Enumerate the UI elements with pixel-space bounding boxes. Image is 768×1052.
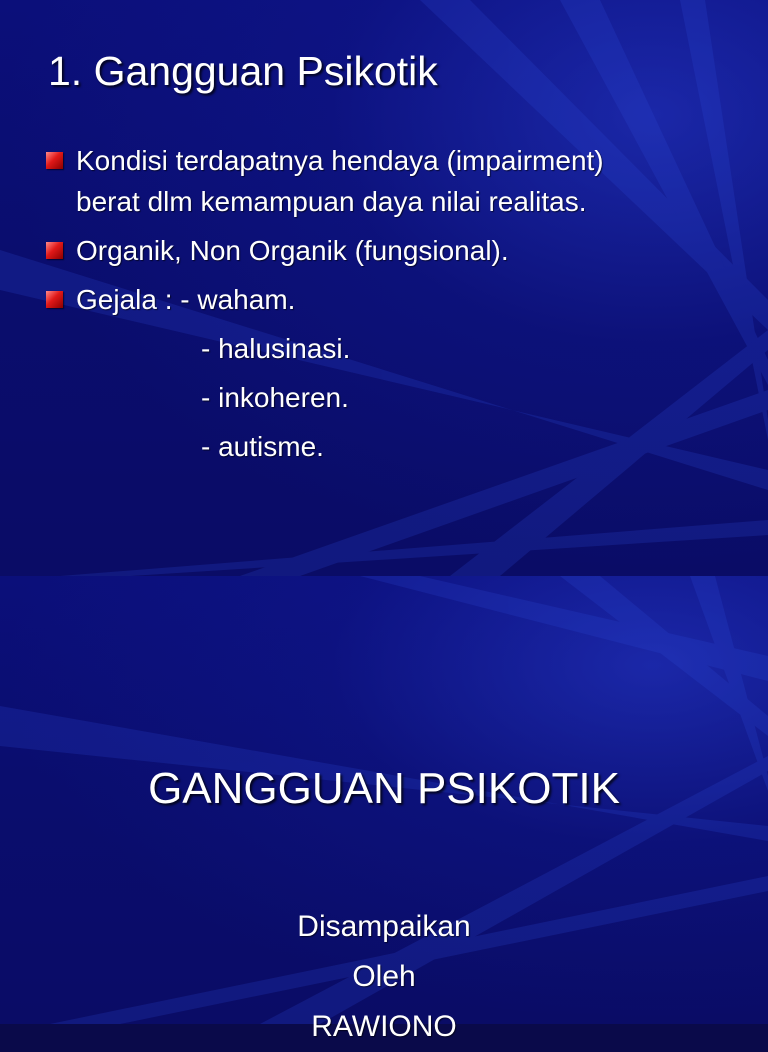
bullet-square-icon xyxy=(46,152,63,169)
bullet-text: Gejala : - waham. xyxy=(76,284,296,315)
symptom-item: - autisme. xyxy=(201,431,324,462)
bullet-item xyxy=(46,230,746,271)
subtitle-line: Disampaikan xyxy=(297,910,471,943)
symptom-item: - inkoheren. xyxy=(201,382,349,413)
bullet-text: Kondisi terdapatnya hendaya (impairment) xyxy=(76,145,604,176)
slide-2 xyxy=(0,576,768,1043)
bullet-text: berat dlm kemampuan daya nilai realitas. xyxy=(76,186,587,217)
bullet-list xyxy=(46,140,746,475)
bullet-item xyxy=(46,279,746,467)
bullet-square-icon xyxy=(46,242,63,259)
bullet-text: Organik, Non Organik (fungsional). xyxy=(76,235,509,266)
presenter-info xyxy=(0,902,768,1052)
slide-title: 1. Gangguan Psikotik xyxy=(48,48,438,94)
subtitle-line: Oleh xyxy=(352,960,416,993)
presenter-name: RAWIONO xyxy=(311,1010,457,1043)
bullet-item xyxy=(46,140,746,222)
presentation-title: GANGGUAN PSIKOTIK xyxy=(148,764,620,813)
symptom-item: - halusinasi. xyxy=(201,333,351,364)
bullet-square-icon xyxy=(46,291,63,308)
